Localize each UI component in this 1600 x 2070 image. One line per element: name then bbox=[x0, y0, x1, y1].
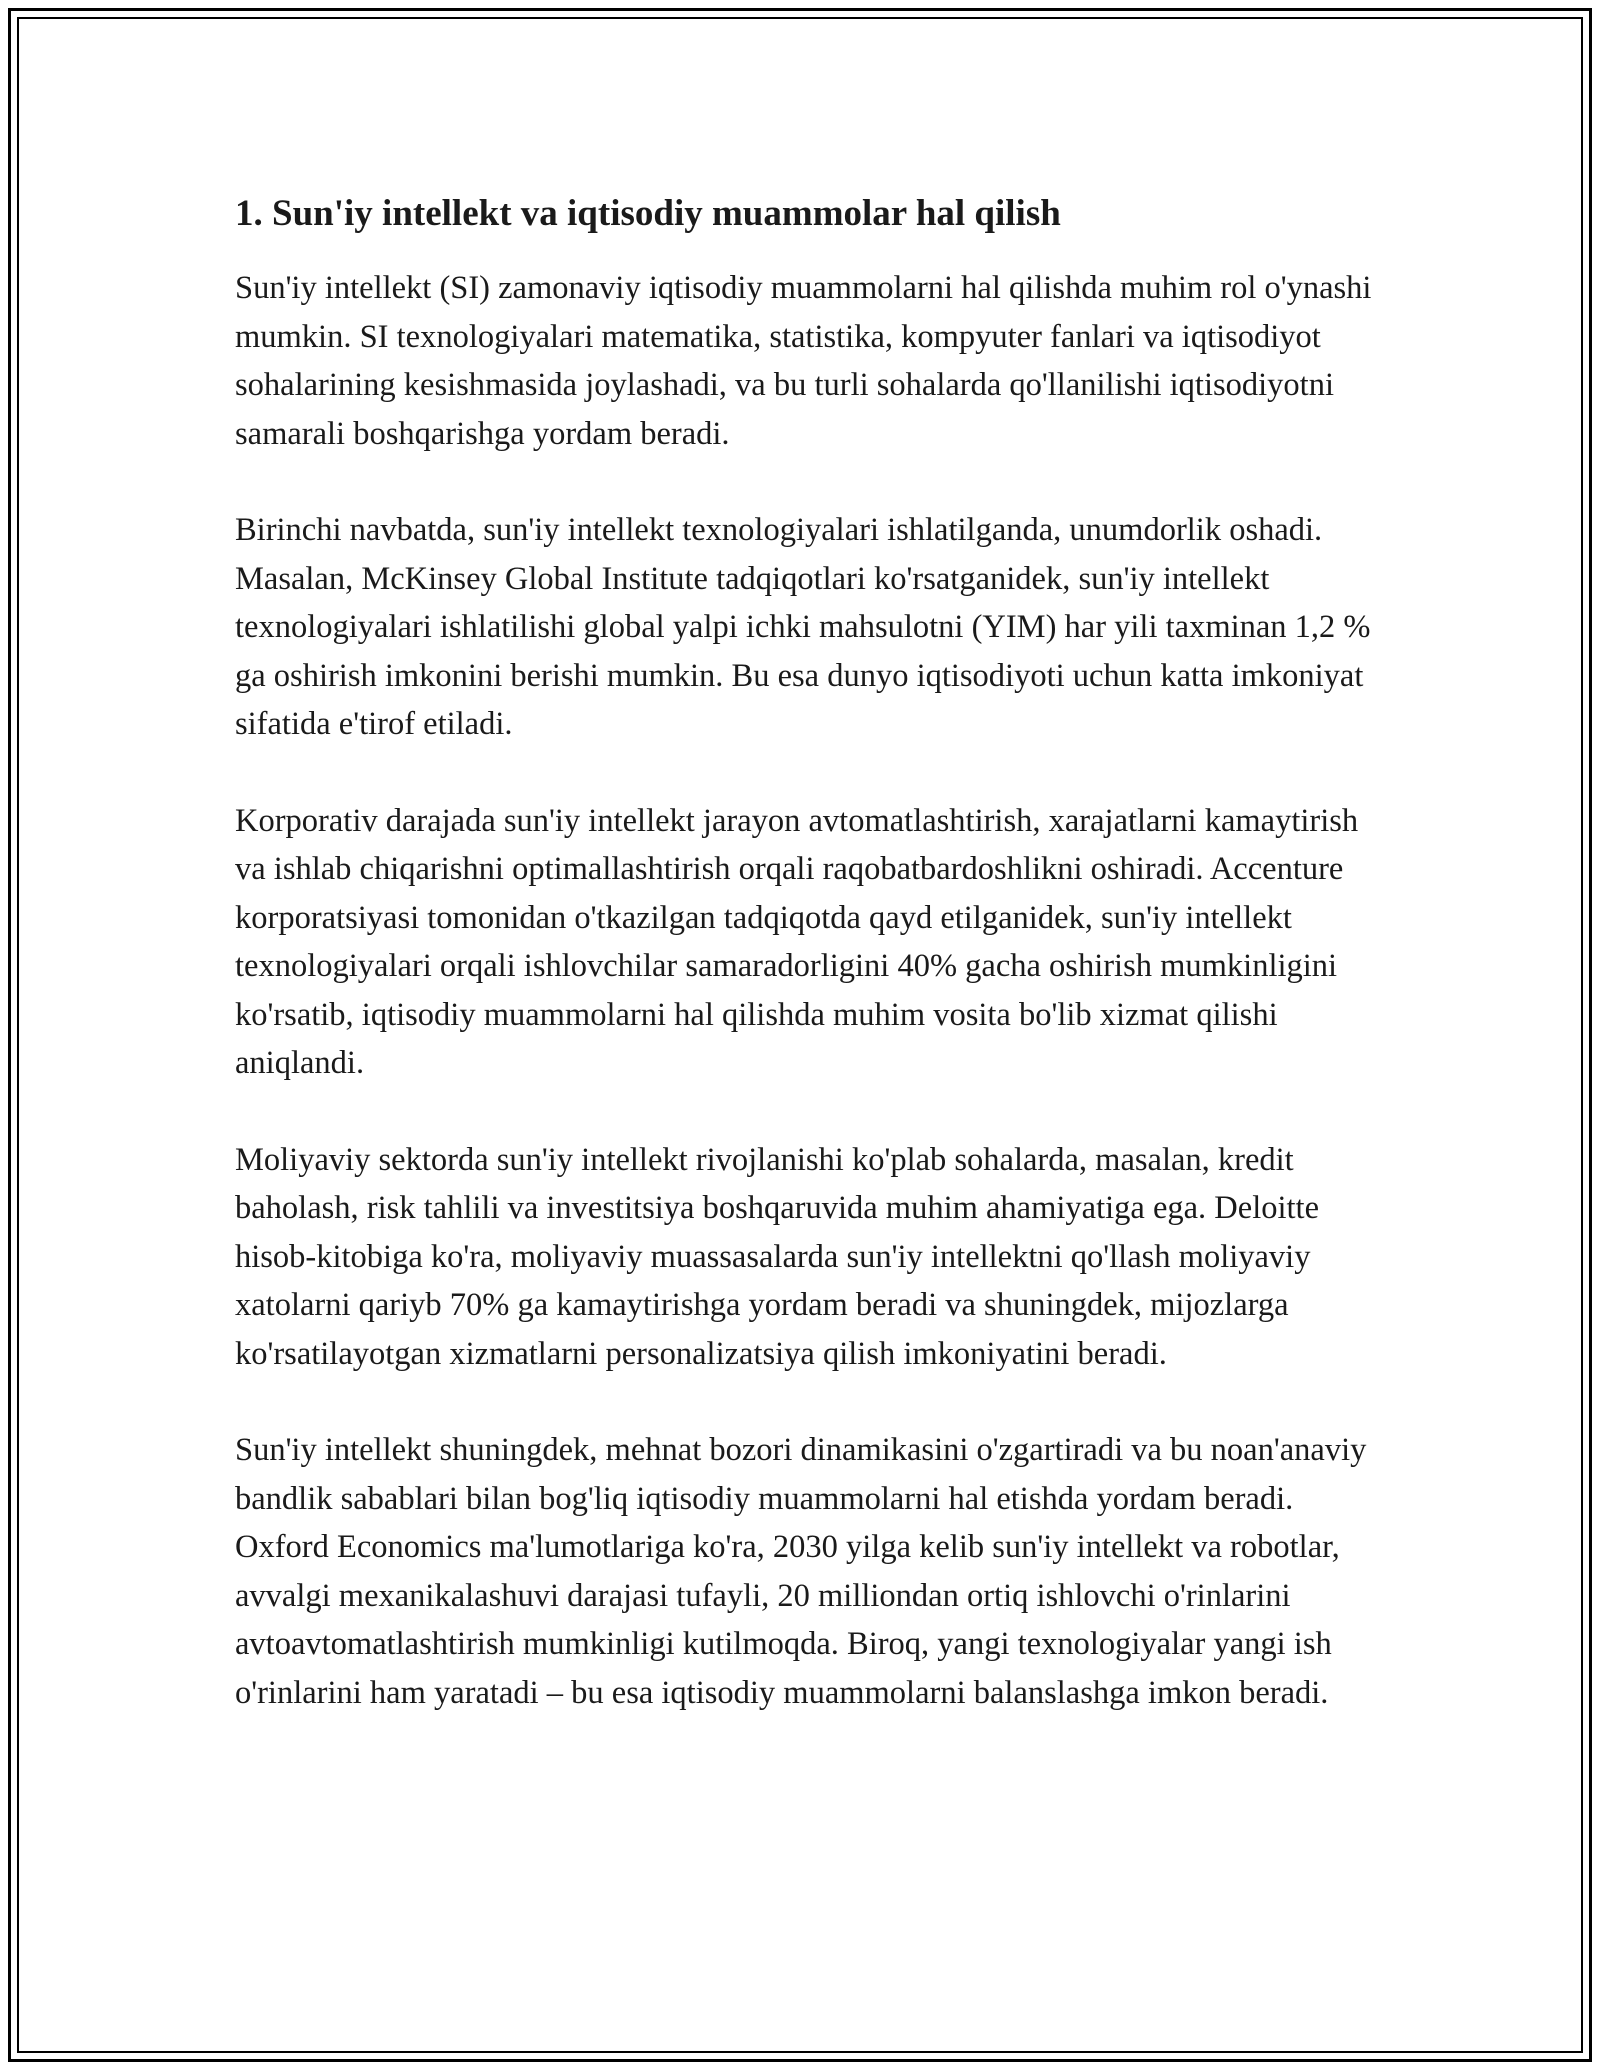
paragraph-5: Sun'iy intellekt shuningdek, mehnat bozori dinamikasini o'zgartiradi va bu noan'anaviy bandlik sabablari bilan bog'liq iqtisodiy muammolarni hal etishda yordam beradi. Oxford Economics ma'lumotlariga ko'ra, 2030 yilga kelib sun'iy intellekt va robotlar, avvalgi mexanikalashuvi darajasi tufayli, 20 milliondan ortiq ishlovchi o'rinlarini avtoavtomatlashtirish mumkinligi kutilmoqda. Biroq, yangi texnologiyalar yangi ish o'rinlarini ham yaratadi – bu esa iqtisodiy muammolarni balanslashga imkon beradi. bbox=[235, 1432, 1367, 1711]
document-body bbox=[235, 190, 1375, 1765]
paragraph-1: Sun'iy intellekt (SI) zamonaviy iqtisodiy muammolarni hal qilishda muhim rol o'ynashi mumkin. SI texnologiyalari matematika, statistika, kompyuter fanlari va iqtisodiyot sohalarining kesishmasida joylashadi, va bu turli sohalarda qo'llanilishi iqtisodiyotni samarali boshqarishga yordam beradi. bbox=[235, 270, 1372, 452]
paragraph-2: Birinchi navbatda, sun'iy intellekt texnologiyalari ishlatilganda, unumdorlik oshadi. Masalan, McKinsey Global Institute tadqiqotlari ko'rsatganidek, sun'iy intellekt texnologiyalari ishlatilishi global yalpi ichki mahsulotni (YIM) har yili taxminan 1,2 % ga oshirish imkonini berishi mumkin. Bu esa dunyo iqtisodiyoti uchun katta imkoniyat sifatida e'tirof etiladi. bbox=[235, 512, 1371, 742]
paragraph-4: Moliyaviy sektorda sun'iy intellekt rivojlanishi ko'plab sohalarda, masalan, kredit baholash, risk tahlili va investitsiya boshqaruvida muhim ahamiyatiga ega. Deloitte hisob-kitobiga ko'ra, moliyaviy muassasalarda sun'iy intellektni qo'llash moliyaviy xatolarni qariyb 70% ga kamaytirishga yordam beradi va shuningdek, mijozlarga ko'rsatilayotgan xizmatlarni personalizatsiya qilish imkoniyatini beradi. bbox=[235, 1141, 1319, 1372]
paragraph-3: Korporativ darajada sun'iy intellekt jarayon avtomatlashtirish, xarajatlarni kamaytirish va ishlab chiqarishni optimallashtirish orqali raqobatbardoshlikni oshiradi. Accenture korporatsiyasi tomonidan o'tkazilgan tadqiqotda qayd etilganidek, sun'iy intellekt texnologiyalari orqali ishlovchilar samaradorligini 40% gacha oshirish mumkinligini ko'rsatib, iqtisodiy muammolarni hal qilishda muhim vosita bo'lib xizmat qilishi aniqlandi. bbox=[235, 802, 1359, 1081]
section-heading: 1. Sun'iy intellekt va iqtisodiy muammolar hal qilish bbox=[235, 193, 1061, 234]
